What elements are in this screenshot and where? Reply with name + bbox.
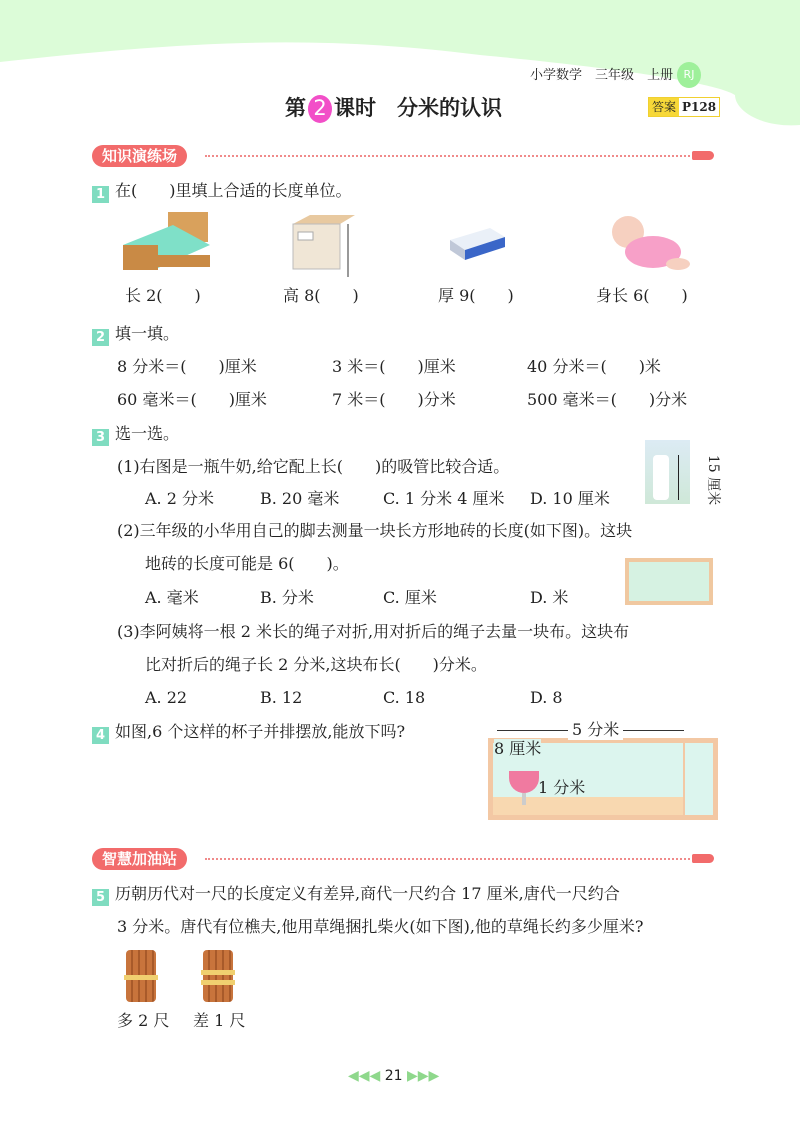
baby-image bbox=[598, 212, 690, 274]
eraser-image bbox=[445, 225, 507, 265]
floor-tile-image bbox=[625, 558, 713, 605]
page-footer: ◀◀◀ 21 ▶▶▶ bbox=[348, 1068, 440, 1084]
option: A. 毫米 bbox=[145, 588, 199, 607]
q5-prompt: 5 历朝历代对一尺的长度定义有差异,商代一尺约合 17 厘米,唐代一尺约合 bbox=[92, 884, 620, 906]
box-length-label: 5 分米 bbox=[568, 720, 623, 740]
option: D. 米 bbox=[530, 588, 569, 607]
option: C. 18 bbox=[383, 688, 426, 707]
q2-item: 8 分米＝( )厘米 bbox=[117, 357, 257, 376]
option: B. 12 bbox=[260, 688, 303, 707]
q1-prompt: 1 在( )里填上合适的长度单位。 bbox=[92, 181, 352, 203]
q3-prompt: 3 选一选。 bbox=[92, 424, 179, 446]
option: B. 20 毫米 bbox=[260, 489, 340, 508]
q2-prompt: 2 填一填。 bbox=[92, 324, 179, 346]
divider bbox=[205, 858, 690, 860]
header-subject: 小学数学 三年级 上册 bbox=[530, 68, 674, 83]
q5-text: 3 分米。唐代有位樵夫,他用草绳捆扎柴火(如下图),他的草绳长约多少厘米? bbox=[117, 917, 644, 936]
option: C. 1 分米 4 厘米 bbox=[383, 489, 505, 508]
page-title: 第 2 课时 分米的认识 bbox=[285, 95, 502, 123]
q3-3-text: 比对折后的绳子长 2 分米,这块布长( )分米。 bbox=[145, 655, 487, 674]
q3-1-text: (1)右图是一瓶牛奶,给它配上长( )的吸管比较合适。 bbox=[117, 457, 510, 476]
cup-width-label: 8 厘米 bbox=[494, 739, 542, 758]
firewood-image bbox=[203, 950, 233, 1002]
q4-prompt: 4 如图,6 个这样的杯子并排摆放,能放下吗? bbox=[92, 722, 405, 744]
option: D. 10 厘米 bbox=[530, 489, 610, 508]
q2-item: 60 毫米＝( )厘米 bbox=[117, 390, 267, 409]
q2-item: 500 毫米＝( )分米 bbox=[527, 390, 688, 409]
pencil-icon bbox=[692, 151, 714, 160]
pencil-icon bbox=[692, 854, 714, 863]
cup-height-label: 1 分米 bbox=[538, 778, 586, 797]
q2-item: 3 米＝( )厘米 bbox=[332, 357, 456, 376]
option: A. 22 bbox=[145, 688, 188, 707]
q2-item: 7 米＝( )分米 bbox=[332, 390, 456, 409]
desk-image bbox=[290, 212, 360, 282]
section-header-practice: 知识演练场 bbox=[92, 145, 187, 167]
q1-item: 厚 9( ) bbox=[438, 286, 514, 305]
edition-badge: RJ bbox=[677, 62, 701, 88]
q1-item: 身长 6( ) bbox=[596, 286, 688, 305]
firewood-image bbox=[126, 950, 156, 1002]
option: B. 分米 bbox=[260, 588, 314, 607]
firewood-label: 多 2 尺 bbox=[117, 1011, 170, 1030]
milk-height-label: 15 厘米 bbox=[705, 454, 722, 506]
q1-item: 高 8( ) bbox=[283, 286, 359, 305]
q2-item: 40 分米＝( )米 bbox=[527, 357, 661, 376]
option: D. 8 bbox=[530, 688, 563, 707]
option: C. 厘米 bbox=[383, 588, 437, 607]
option: A. 2 分米 bbox=[145, 489, 214, 508]
milk-bottle-image bbox=[645, 440, 690, 504]
firewood-label: 差 1 尺 bbox=[193, 1011, 246, 1030]
q3-2-text: 地砖的长度可能是 6( )。 bbox=[145, 554, 349, 573]
section-header-challenge: 智慧加油站 bbox=[92, 848, 187, 870]
q1-item: 长 2( ) bbox=[125, 286, 201, 305]
divider bbox=[205, 155, 690, 157]
answer-ref: 答案 P128 bbox=[648, 97, 720, 117]
bed-image bbox=[118, 210, 213, 280]
q3-3-text: (3)李阿姨将一根 2 米长的绳子对折,用对折后的绳子去量一块布。这块布 bbox=[117, 622, 630, 641]
q3-2-text: (2)三年级的小华用自己的脚去测量一块长方形地砖的长度(如下图)。这块 bbox=[117, 521, 633, 540]
